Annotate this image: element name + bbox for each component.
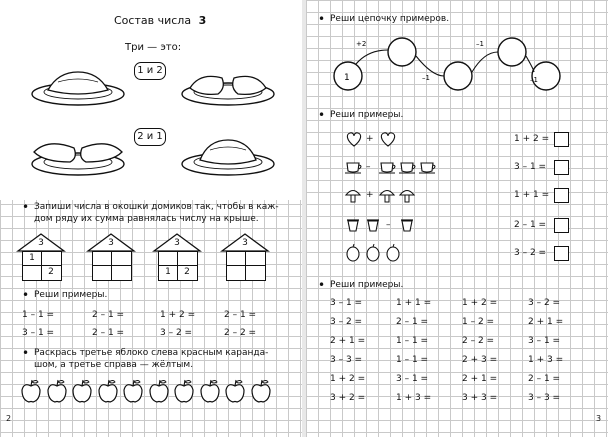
answer-box[interactable] (554, 188, 569, 203)
example-equation: 3 – 1 = (330, 298, 363, 308)
example-equation: 3 + 3 = (462, 393, 498, 403)
example-equation: 1 – 1 = (396, 355, 429, 365)
apple-icon[interactable] (148, 378, 170, 404)
chain-diagram (324, 30, 564, 100)
subtitle: Три — это: (125, 42, 182, 53)
picture-equation: 1 + 2 = (514, 134, 550, 144)
example-equation: 1 – 2 = (462, 317, 495, 327)
house-window[interactable]: 1 (165, 267, 171, 277)
apple-icon[interactable] (20, 378, 42, 404)
bullet-icon: • (22, 288, 30, 302)
bullet-icon: • (22, 346, 30, 360)
picture-item-icon (398, 186, 416, 204)
example-equation: 2 – 1 = (528, 374, 561, 384)
house-roof-number: 3 (242, 238, 248, 248)
task2-heading: Реши примеры. (34, 290, 108, 300)
example-equation: 2 + 1 = (528, 317, 564, 327)
chain-arrow (472, 52, 498, 72)
page-title (114, 14, 206, 27)
picture-item-icon (398, 158, 416, 176)
apple-icon[interactable] (250, 378, 272, 404)
picture-item-icon (344, 244, 362, 262)
example-equation: 3 – 2 = (160, 328, 193, 338)
picture-item-icon (344, 130, 362, 148)
apple-icon[interactable] (199, 378, 221, 404)
answer-box[interactable] (554, 160, 569, 175)
title-number: 3 (198, 14, 207, 27)
example-equation: 3 – 3 = (528, 393, 561, 403)
chain-op: –1 (530, 76, 538, 84)
chain-circle-answer[interactable] (498, 38, 526, 66)
chain-op: –1 (422, 74, 430, 82)
chain-arrow (526, 56, 534, 72)
example-equation: 2 – 1 = (92, 310, 125, 320)
answer-box[interactable] (554, 132, 569, 147)
picture-item-icon (418, 158, 436, 176)
answer-box[interactable] (554, 246, 569, 261)
example-equation: 2 + 1 = (330, 336, 366, 346)
chain-op: +2 (356, 40, 367, 48)
example-equation: 3 – 2 = (330, 317, 363, 327)
picture-item-icon (378, 158, 396, 176)
example-equation: 1 + 3 = (396, 393, 432, 403)
chain-op: –1 (476, 40, 484, 48)
task3-line2: шом, а третье справа — жёлтым. (34, 360, 194, 370)
house-body (226, 251, 266, 281)
example-equation: 3 – 1 = (528, 336, 561, 346)
picture-equation: 3 – 1 = (514, 162, 547, 172)
plate-two-pies (178, 62, 278, 108)
bullet-icon: • (318, 12, 326, 26)
house-roof-number: 3 (108, 238, 114, 248)
example-equation: 1 + 3 = (528, 355, 564, 365)
chain-arrow (356, 50, 388, 64)
right-page (306, 0, 608, 437)
example-equation: 2 – 2 = (462, 336, 495, 346)
left-page (0, 0, 302, 437)
apple-icon[interactable] (97, 378, 119, 404)
picture-equation: 2 – 1 = (514, 220, 547, 230)
picture-operator: + (366, 134, 374, 144)
apple-icon[interactable] (46, 378, 68, 404)
plate-two-pies-b (28, 132, 128, 178)
picture-item-icon (384, 244, 402, 262)
example-equation: 2 – 1 = (396, 317, 429, 327)
picture-operator: – (386, 220, 391, 230)
example-equation: 1 + 1 = (396, 298, 432, 308)
example-equation: 1 – 1 = (22, 310, 55, 320)
page-number-left: 2 (6, 414, 12, 423)
picture-item-icon (344, 186, 362, 204)
answer-box[interactable] (554, 218, 569, 233)
example-equation: 3 – 1 = (22, 328, 55, 338)
house-window[interactable]: 2 (48, 267, 54, 277)
house-window[interactable]: 2 (184, 267, 190, 277)
plate-one-pie (28, 62, 128, 108)
picture-equation: 3 – 2 = (514, 248, 547, 258)
example-equation: 3 – 1 = (396, 374, 429, 384)
task3-line1: Раскрась третье яблоко слева красным каранда- (34, 348, 269, 358)
picture-equation: 1 + 1 = (514, 190, 550, 200)
bullet-icon: • (22, 200, 30, 214)
picture-item-icon (364, 216, 382, 234)
house-roof-number: 3 (174, 238, 180, 248)
example-equation: 1 + 2 = (462, 298, 498, 308)
example-equation: 3 – 3 = (330, 355, 363, 365)
chain-circle-answer[interactable] (444, 62, 472, 90)
apple-icon[interactable] (173, 378, 195, 404)
chain-heading: Реши цепочку примеров. (330, 14, 450, 24)
apple-icon[interactable] (122, 378, 144, 404)
example-equation: 3 – 2 = (528, 298, 561, 308)
example-equation: 2 + 1 = (462, 374, 498, 384)
house-window[interactable]: 1 (29, 253, 35, 263)
example-equation: 2 – 1 = (92, 328, 125, 338)
example-equation: 1 + 2 = (160, 310, 196, 320)
pictures-heading: Реши примеры. (330, 110, 404, 120)
example-equation: 1 + 2 = (330, 374, 366, 384)
chain-arrow (416, 56, 444, 76)
picture-operator: + (366, 190, 374, 200)
example-equation: 1 – 1 = (396, 336, 429, 346)
example-equation: 2 – 2 = (224, 328, 257, 338)
picture-item-icon (378, 130, 396, 148)
task1-line1: Запиши числа в окошки домиков так, чтобы в каж- (34, 202, 279, 212)
picture-operator: – (366, 162, 371, 172)
decomposition-1-2: 1 и 2 (134, 62, 166, 80)
title-text: Состав числа (114, 14, 192, 27)
picture-item-icon (378, 186, 396, 204)
task1-line2: дом ряду их сумма равнялась числу на крыше. (34, 214, 259, 224)
bullet-icon: • (318, 108, 326, 122)
chain-circle-answer[interactable] (388, 38, 416, 66)
decomposition-2-1: 2 и 1 (134, 128, 166, 146)
page-number-right: 3 (596, 414, 602, 423)
chain-start-value: 1 (344, 73, 350, 83)
examples-heading: Реши примеры. (330, 280, 404, 290)
example-equation: 2 – 1 = (224, 310, 257, 320)
plate-one-pie-b (178, 132, 278, 178)
apple-icon[interactable] (71, 378, 93, 404)
picture-item-icon (344, 216, 362, 234)
picture-item-icon (398, 216, 416, 234)
example-equation: 2 + 3 = (462, 355, 498, 365)
example-equation: 3 + 2 = (330, 393, 366, 403)
bullet-icon: • (318, 278, 326, 292)
house-body (92, 251, 132, 281)
picture-item-icon (344, 158, 362, 176)
apple-icon[interactable] (224, 378, 246, 404)
picture-item-icon (364, 244, 382, 262)
house-roof-number: 3 (38, 238, 44, 248)
